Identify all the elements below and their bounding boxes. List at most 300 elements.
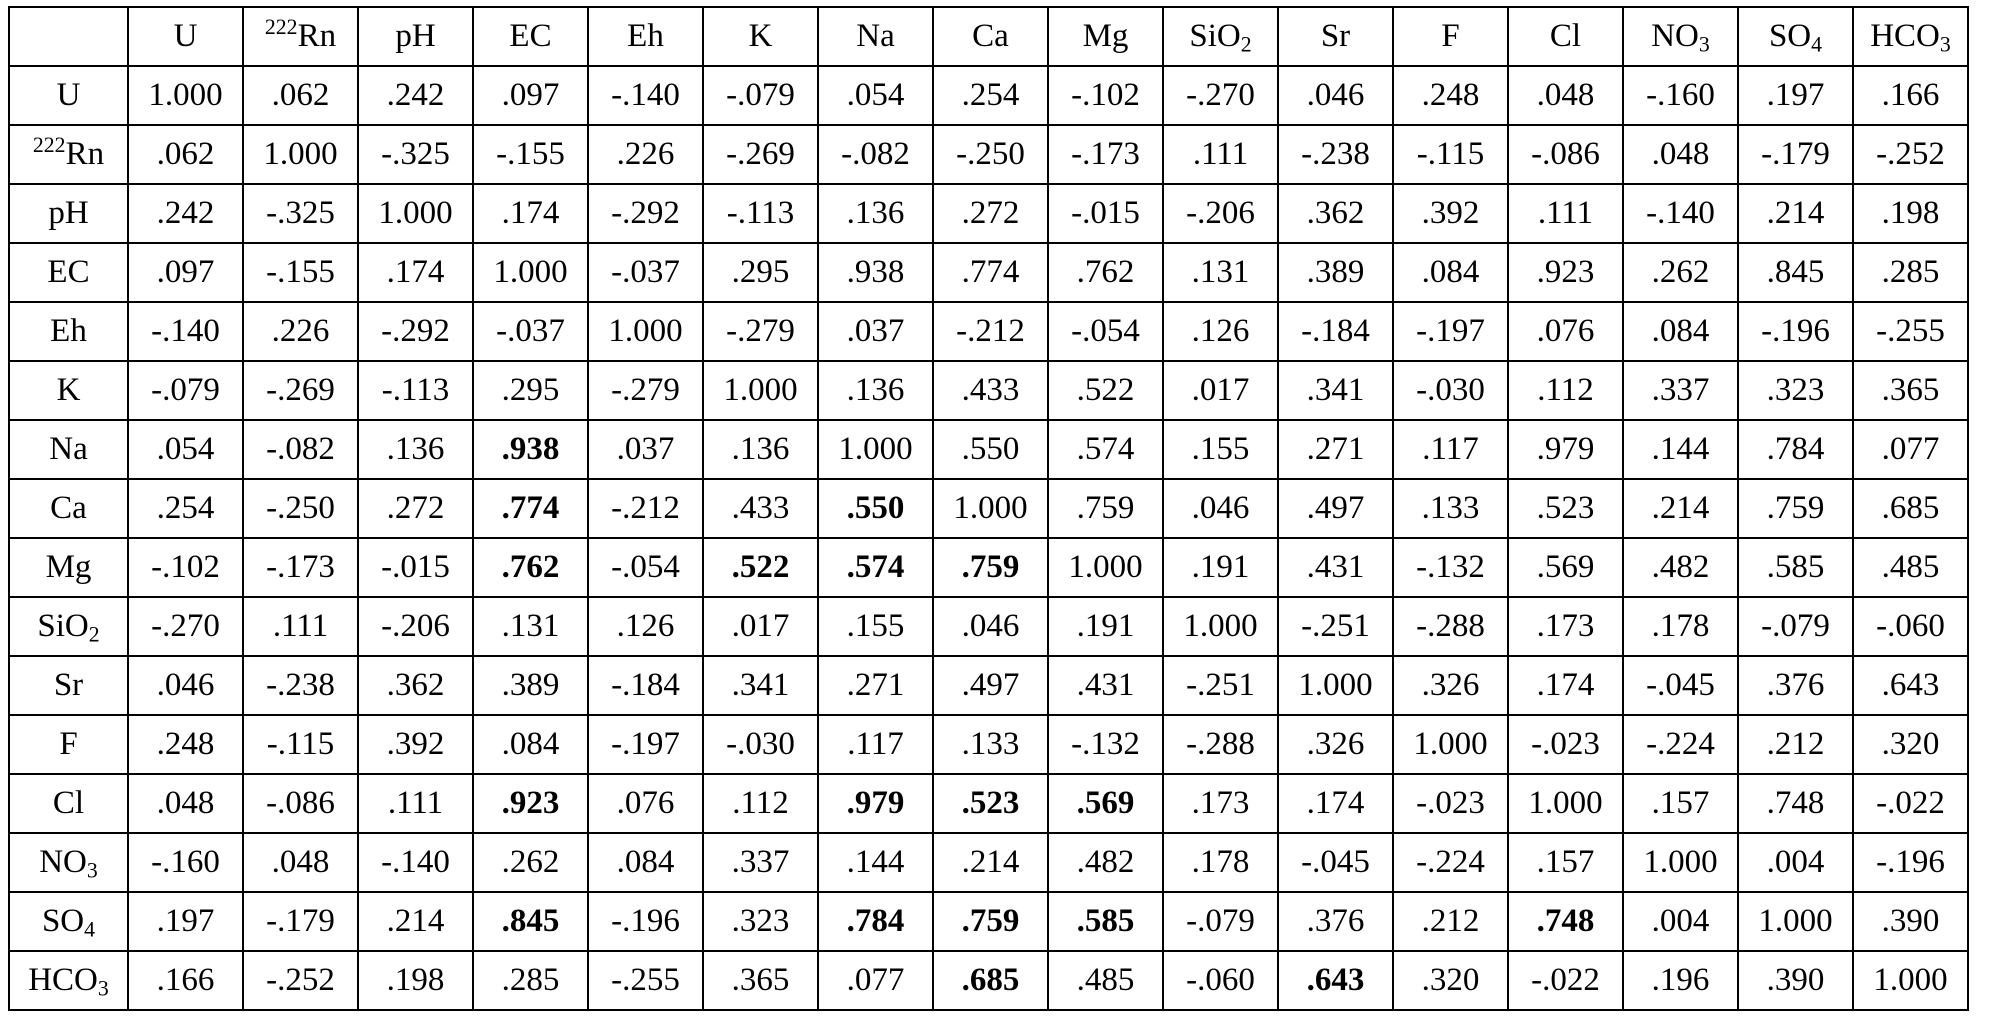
correlation-cell: .362 — [1278, 184, 1393, 243]
correlation-cell: .262 — [473, 833, 588, 892]
correlation-cell: -.155 — [243, 243, 358, 302]
row-header-mg — [9, 538, 128, 597]
correlation-cell: .174 — [358, 243, 473, 302]
correlation-cell: .226 — [588, 125, 703, 184]
row-header-f — [9, 715, 128, 774]
row-header-k — [9, 361, 128, 420]
correlation-cell: -.270 — [128, 597, 243, 656]
correlation-cell: -.292 — [358, 302, 473, 361]
correlation-cell: .523 — [1508, 479, 1623, 538]
correlation-cell: .242 — [128, 184, 243, 243]
correlation-cell: .585 — [1738, 538, 1853, 597]
correlation-cell: .178 — [1623, 597, 1738, 656]
symbol-text: Sr — [1320, 18, 1351, 54]
correlation-cell: .212 — [1393, 892, 1508, 951]
correlation-cell: .126 — [1163, 302, 1278, 361]
row-header-ph — [9, 184, 128, 243]
correlation-cell: .390 — [1738, 951, 1853, 1010]
table-row — [9, 951, 1968, 1010]
correlation-cell: -.054 — [588, 538, 703, 597]
correlation-cell: .759 — [1738, 479, 1853, 538]
correlation-cell: .784 — [1738, 420, 1853, 479]
correlation-cell: .390 — [1853, 892, 1968, 951]
formula-subscript: 3 — [97, 976, 109, 1001]
correlation-cell: .226 — [243, 302, 358, 361]
correlation-cell: 1.000 — [588, 302, 703, 361]
correlation-cell: .431 — [1048, 656, 1163, 715]
correlation-cell: .077 — [818, 951, 933, 1010]
table-row — [9, 302, 1968, 361]
correlation-cell: .938 — [818, 243, 933, 302]
correlation-cell: .166 — [1853, 66, 1968, 125]
correlation-cell: -.045 — [1623, 656, 1738, 715]
correlation-cell: -.288 — [1393, 597, 1508, 656]
correlation-cell: .762 — [1048, 243, 1163, 302]
correlation-cell: -.060 — [1163, 951, 1278, 1010]
correlation-cell: .433 — [703, 479, 818, 538]
correlation-cell: 1.000 — [1853, 951, 1968, 1010]
table-row — [9, 125, 1968, 184]
correlation-cell: -.023 — [1508, 715, 1623, 774]
row-header-sr — [9, 656, 128, 715]
column-header-hco3 — [1853, 7, 1968, 66]
table-row — [9, 656, 1968, 715]
column-header-cl — [1508, 7, 1623, 66]
corner-cell — [9, 7, 128, 66]
correlation-cell: 1.000 — [1163, 597, 1278, 656]
correlation-cell: .131 — [1163, 243, 1278, 302]
correlation-cell: -.251 — [1163, 656, 1278, 715]
correlation-cell: .376 — [1278, 892, 1393, 951]
correlation-cell: -.113 — [358, 361, 473, 420]
correlation-cell: .585 — [1048, 892, 1163, 951]
row-header-no3 — [9, 833, 128, 892]
correlation-cell: .326 — [1278, 715, 1393, 774]
correlation-cell: .389 — [1278, 243, 1393, 302]
isotope-mass-superscript: 222 — [264, 15, 298, 40]
correlation-cell: -.086 — [243, 774, 358, 833]
correlation-cell: .097 — [473, 66, 588, 125]
row-header-222rn — [9, 125, 128, 184]
correlation-cell: .482 — [1623, 538, 1738, 597]
correlation-cell: .131 — [473, 597, 588, 656]
row-header-ec — [9, 243, 128, 302]
correlation-cell: .076 — [588, 774, 703, 833]
correlation-cell: .046 — [1163, 479, 1278, 538]
correlation-cell: .482 — [1048, 833, 1163, 892]
column-header-sio2 — [1163, 7, 1278, 66]
correlation-cell: -.030 — [1393, 361, 1508, 420]
symbol-text: SO — [1768, 18, 1812, 54]
correlation-cell: .126 — [588, 597, 703, 656]
correlation-cell: .362 — [358, 656, 473, 715]
correlation-cell: -.238 — [1278, 125, 1393, 184]
correlation-cell: .173 — [1163, 774, 1278, 833]
correlation-cell: .254 — [933, 66, 1048, 125]
correlation-cell: .048 — [128, 774, 243, 833]
correlation-cell: -.238 — [243, 656, 358, 715]
correlation-cell: .196 — [1623, 951, 1738, 1010]
correlation-cell: .271 — [1278, 420, 1393, 479]
correlation-cell: -.212 — [588, 479, 703, 538]
correlation-cell: .979 — [1508, 420, 1623, 479]
correlation-cell: .214 — [1623, 479, 1738, 538]
correlation-cell: .037 — [818, 302, 933, 361]
symbol-text: pH — [395, 18, 436, 54]
correlation-cell: .133 — [1393, 479, 1508, 538]
formula-subscript: 2 — [88, 622, 100, 647]
correlation-cell: .574 — [1048, 420, 1163, 479]
correlation-cell: -.196 — [588, 892, 703, 951]
correlation-cell: -.252 — [243, 951, 358, 1010]
correlation-cell: -.079 — [703, 66, 818, 125]
table-row — [9, 243, 1968, 302]
symbol-text: Rn — [65, 136, 105, 172]
correlation-cell: .084 — [1393, 243, 1508, 302]
correlation-cell: -.179 — [243, 892, 358, 951]
correlation-cell: .643 — [1853, 656, 1968, 715]
correlation-cell: -.132 — [1048, 715, 1163, 774]
correlation-cell: 1.000 — [358, 184, 473, 243]
correlation-cell: .054 — [128, 420, 243, 479]
correlation-cell: -.255 — [1853, 302, 1968, 361]
symbol-text: Na — [49, 431, 88, 467]
correlation-cell: .295 — [473, 361, 588, 420]
correlation-cell: .174 — [1278, 774, 1393, 833]
symbol-text: Na — [856, 18, 895, 54]
correlation-cell: .212 — [1738, 715, 1853, 774]
table-row — [9, 66, 1968, 125]
correlation-cell: 1.000 — [1393, 715, 1508, 774]
correlation-cell: 1.000 — [243, 125, 358, 184]
correlation-cell: .365 — [703, 951, 818, 1010]
correlation-cell: -.179 — [1738, 125, 1853, 184]
correlation-cell: -.082 — [243, 420, 358, 479]
correlation-cell: -.279 — [703, 302, 818, 361]
correlation-cell: .004 — [1623, 892, 1738, 951]
correlation-cell: -.102 — [1048, 66, 1163, 125]
correlation-cell: -.269 — [703, 125, 818, 184]
correlation-cell: -.279 — [588, 361, 703, 420]
correlation-cell: .054 — [818, 66, 933, 125]
correlation-cell: .923 — [1508, 243, 1623, 302]
correlation-cell: .337 — [703, 833, 818, 892]
correlation-cell: -.023 — [1393, 774, 1508, 833]
correlation-cell: .191 — [1048, 597, 1163, 656]
correlation-cell: -.288 — [1163, 715, 1278, 774]
correlation-cell: 1.000 — [1623, 833, 1738, 892]
correlation-cell: .157 — [1623, 774, 1738, 833]
correlation-cell: .136 — [703, 420, 818, 479]
column-header-no3 — [1623, 7, 1738, 66]
formula-subscript: 2 — [1240, 32, 1252, 57]
correlation-cell: -.030 — [703, 715, 818, 774]
symbol-text: SiO — [37, 608, 89, 644]
symbol-text: Sr — [53, 667, 84, 703]
symbol-text: Mg — [45, 549, 92, 585]
correlation-cell: 1.000 — [1508, 774, 1623, 833]
correlation-cell: -.269 — [243, 361, 358, 420]
correlation-cell: .272 — [933, 184, 1048, 243]
correlation-cell: .285 — [1853, 243, 1968, 302]
correlation-cell: .323 — [703, 892, 818, 951]
correlation-cell: .166 — [128, 951, 243, 1010]
correlation-cell: .111 — [358, 774, 473, 833]
correlation-cell: .784 — [818, 892, 933, 951]
correlation-cell: -.079 — [1163, 892, 1278, 951]
correlation-cell: -.037 — [588, 243, 703, 302]
table-row — [9, 833, 1968, 892]
correlation-matrix-table — [8, 6, 1969, 1011]
symbol-text: pH — [48, 195, 89, 231]
correlation-cell: -.250 — [243, 479, 358, 538]
correlation-cell: -.054 — [1048, 302, 1163, 361]
correlation-cell: 1.000 — [1048, 538, 1163, 597]
column-header-f — [1393, 7, 1508, 66]
symbol-text: Eh — [627, 18, 664, 54]
symbol-text: F — [1441, 18, 1460, 54]
symbol-text: U — [56, 77, 81, 113]
formula-subscript: 3 — [1698, 32, 1710, 57]
symbol-text: U — [173, 18, 198, 54]
correlation-cell: -.224 — [1393, 833, 1508, 892]
row-header-sio2 — [9, 597, 128, 656]
correlation-cell: .337 — [1623, 361, 1738, 420]
correlation-cell: .191 — [1163, 538, 1278, 597]
column-header-sr — [1278, 7, 1393, 66]
correlation-cell: .214 — [933, 833, 1048, 892]
correlation-cell: 1.000 — [473, 243, 588, 302]
symbol-text: Mg — [1082, 18, 1129, 54]
correlation-cell: .155 — [1163, 420, 1278, 479]
correlation-cell: .550 — [818, 479, 933, 538]
correlation-cell: .048 — [243, 833, 358, 892]
correlation-cell: -.102 — [128, 538, 243, 597]
symbol-text: NO — [39, 844, 87, 880]
correlation-cell: .485 — [1048, 951, 1163, 1010]
correlation-cell: 1.000 — [1278, 656, 1393, 715]
symbol-text: EC — [47, 254, 90, 290]
formula-subscript: 3 — [1939, 32, 1951, 57]
correlation-cell: .084 — [588, 833, 703, 892]
correlation-cell: .845 — [473, 892, 588, 951]
correlation-cell: -.022 — [1508, 951, 1623, 1010]
correlation-cell: .062 — [243, 66, 358, 125]
correlation-cell: .136 — [358, 420, 473, 479]
symbol-text: Ca — [50, 490, 87, 526]
formula-subscript: 4 — [1811, 32, 1823, 57]
correlation-cell: .774 — [473, 479, 588, 538]
correlation-cell: .320 — [1853, 715, 1968, 774]
correlation-cell: .111 — [1508, 184, 1623, 243]
correlation-cell: -.015 — [358, 538, 473, 597]
column-header-ca — [933, 7, 1048, 66]
correlation-cell: -.045 — [1278, 833, 1393, 892]
correlation-cell: .117 — [1393, 420, 1508, 479]
row-header-so4 — [9, 892, 128, 951]
correlation-cell: .365 — [1853, 361, 1968, 420]
correlation-cell: .522 — [703, 538, 818, 597]
table-row — [9, 184, 1968, 243]
symbol-text: SO — [41, 903, 85, 939]
correlation-cell: .845 — [1738, 243, 1853, 302]
correlation-cell: .197 — [1738, 66, 1853, 125]
correlation-cell: .037 — [588, 420, 703, 479]
correlation-cell: .341 — [1278, 361, 1393, 420]
correlation-cell: -.250 — [933, 125, 1048, 184]
row-header-u — [9, 66, 128, 125]
correlation-cell: .271 — [818, 656, 933, 715]
correlation-cell: .376 — [1738, 656, 1853, 715]
correlation-cell: .111 — [1163, 125, 1278, 184]
correlation-cell: -.197 — [588, 715, 703, 774]
correlation-cell: -.255 — [588, 951, 703, 1010]
correlation-cell: .136 — [818, 184, 933, 243]
column-header-ph — [358, 7, 473, 66]
correlation-cell: -.206 — [1163, 184, 1278, 243]
correlation-cell: -.184 — [1278, 302, 1393, 361]
correlation-cell: .157 — [1508, 833, 1623, 892]
column-header-k — [703, 7, 818, 66]
symbol-text: HCO — [28, 962, 98, 998]
correlation-cell: -.060 — [1853, 597, 1968, 656]
correlation-cell: -.140 — [358, 833, 473, 892]
table-row — [9, 479, 1968, 538]
symbol-text: Cl — [1549, 18, 1582, 54]
correlation-cell: -.115 — [1393, 125, 1508, 184]
correlation-cell: .550 — [933, 420, 1048, 479]
correlation-cell: 1.000 — [818, 420, 933, 479]
correlation-cell: .320 — [1393, 951, 1508, 1010]
correlation-cell: .017 — [703, 597, 818, 656]
symbol-text: SiO — [1189, 18, 1241, 54]
correlation-cell: .046 — [933, 597, 1048, 656]
correlation-cell: .197 — [128, 892, 243, 951]
correlation-cell: -.140 — [588, 66, 703, 125]
correlation-cell: .111 — [243, 597, 358, 656]
correlation-cell: .155 — [818, 597, 933, 656]
correlation-cell: .046 — [128, 656, 243, 715]
correlation-cell: -.082 — [818, 125, 933, 184]
correlation-cell: .084 — [1623, 302, 1738, 361]
correlation-cell: .295 — [703, 243, 818, 302]
correlation-cell: .048 — [1508, 66, 1623, 125]
column-header-mg — [1048, 7, 1163, 66]
correlation-cell: -.140 — [1623, 184, 1738, 243]
correlation-cell: .076 — [1508, 302, 1623, 361]
symbol-text: NO — [1651, 18, 1699, 54]
correlation-cell: .323 — [1738, 361, 1853, 420]
correlation-cell: .198 — [358, 951, 473, 1010]
correlation-cell: 1.000 — [703, 361, 818, 420]
correlation-cell: .017 — [1163, 361, 1278, 420]
correlation-cell: .077 — [1853, 420, 1968, 479]
correlation-cell: -.325 — [243, 184, 358, 243]
correlation-cell: .523 — [933, 774, 1048, 833]
correlation-cell: .133 — [933, 715, 1048, 774]
correlation-cell: -.079 — [1738, 597, 1853, 656]
correlation-cell: .285 — [473, 951, 588, 1010]
formula-subscript: 3 — [86, 858, 98, 883]
correlation-cell: .759 — [933, 538, 1048, 597]
symbol-text: Rn — [297, 18, 337, 54]
column-header-ec — [473, 7, 588, 66]
correlation-cell: -.173 — [243, 538, 358, 597]
correlation-cell: .759 — [1048, 479, 1163, 538]
symbol-text: Eh — [50, 313, 87, 349]
row-header-na — [9, 420, 128, 479]
correlation-cell: .392 — [358, 715, 473, 774]
correlation-cell: -.212 — [933, 302, 1048, 361]
symbol-text: Cl — [52, 785, 85, 821]
correlation-cell: .242 — [358, 66, 473, 125]
correlation-cell: .574 — [818, 538, 933, 597]
correlation-cell: -.140 — [128, 302, 243, 361]
correlation-cell: .097 — [128, 243, 243, 302]
correlation-cell: .389 — [473, 656, 588, 715]
correlation-cell: .938 — [473, 420, 588, 479]
correlation-cell: -.252 — [1853, 125, 1968, 184]
header-row — [9, 7, 1968, 66]
correlation-cell: -.037 — [473, 302, 588, 361]
correlation-cell: -.224 — [1623, 715, 1738, 774]
correlation-cell: -.022 — [1853, 774, 1968, 833]
table-row — [9, 361, 1968, 420]
correlation-cell: .748 — [1508, 892, 1623, 951]
correlation-cell: .117 — [818, 715, 933, 774]
correlation-cell: .004 — [1738, 833, 1853, 892]
symbol-text: F — [59, 726, 78, 762]
correlation-cell: .248 — [1393, 66, 1508, 125]
correlation-cell: .774 — [933, 243, 1048, 302]
correlation-cell: .762 — [473, 538, 588, 597]
correlation-cell: -.113 — [703, 184, 818, 243]
correlation-cell: -.015 — [1048, 184, 1163, 243]
correlation-cell: .341 — [703, 656, 818, 715]
correlation-cell: -.251 — [1278, 597, 1393, 656]
correlation-cell: .144 — [818, 833, 933, 892]
correlation-cell: .497 — [933, 656, 1048, 715]
correlation-cell: .112 — [1508, 361, 1623, 420]
correlation-cell: 1.000 — [933, 479, 1048, 538]
correlation-cell: -.132 — [1393, 538, 1508, 597]
table-row — [9, 538, 1968, 597]
correlation-cell: .248 — [128, 715, 243, 774]
table-body — [9, 66, 1968, 1010]
correlation-cell: .214 — [358, 892, 473, 951]
correlation-cell: .522 — [1048, 361, 1163, 420]
formula-subscript: 4 — [84, 917, 96, 942]
column-header-222rn — [243, 7, 358, 66]
correlation-cell: .485 — [1853, 538, 1968, 597]
table-row — [9, 892, 1968, 951]
correlation-cell: -.155 — [473, 125, 588, 184]
correlation-cell: .174 — [1508, 656, 1623, 715]
symbol-text: EC — [509, 18, 552, 54]
correlation-cell: -.184 — [588, 656, 703, 715]
correlation-cell: .272 — [358, 479, 473, 538]
correlation-cell: -.115 — [243, 715, 358, 774]
correlation-cell: .569 — [1048, 774, 1163, 833]
correlation-cell: -.325 — [358, 125, 473, 184]
symbol-text: Ca — [972, 18, 1009, 54]
correlation-cell: .178 — [1163, 833, 1278, 892]
correlation-cell: .144 — [1623, 420, 1738, 479]
correlation-cell: -.270 — [1163, 66, 1278, 125]
correlation-cell: .136 — [818, 361, 933, 420]
correlation-cell: .392 — [1393, 184, 1508, 243]
correlation-cell: -.196 — [1738, 302, 1853, 361]
